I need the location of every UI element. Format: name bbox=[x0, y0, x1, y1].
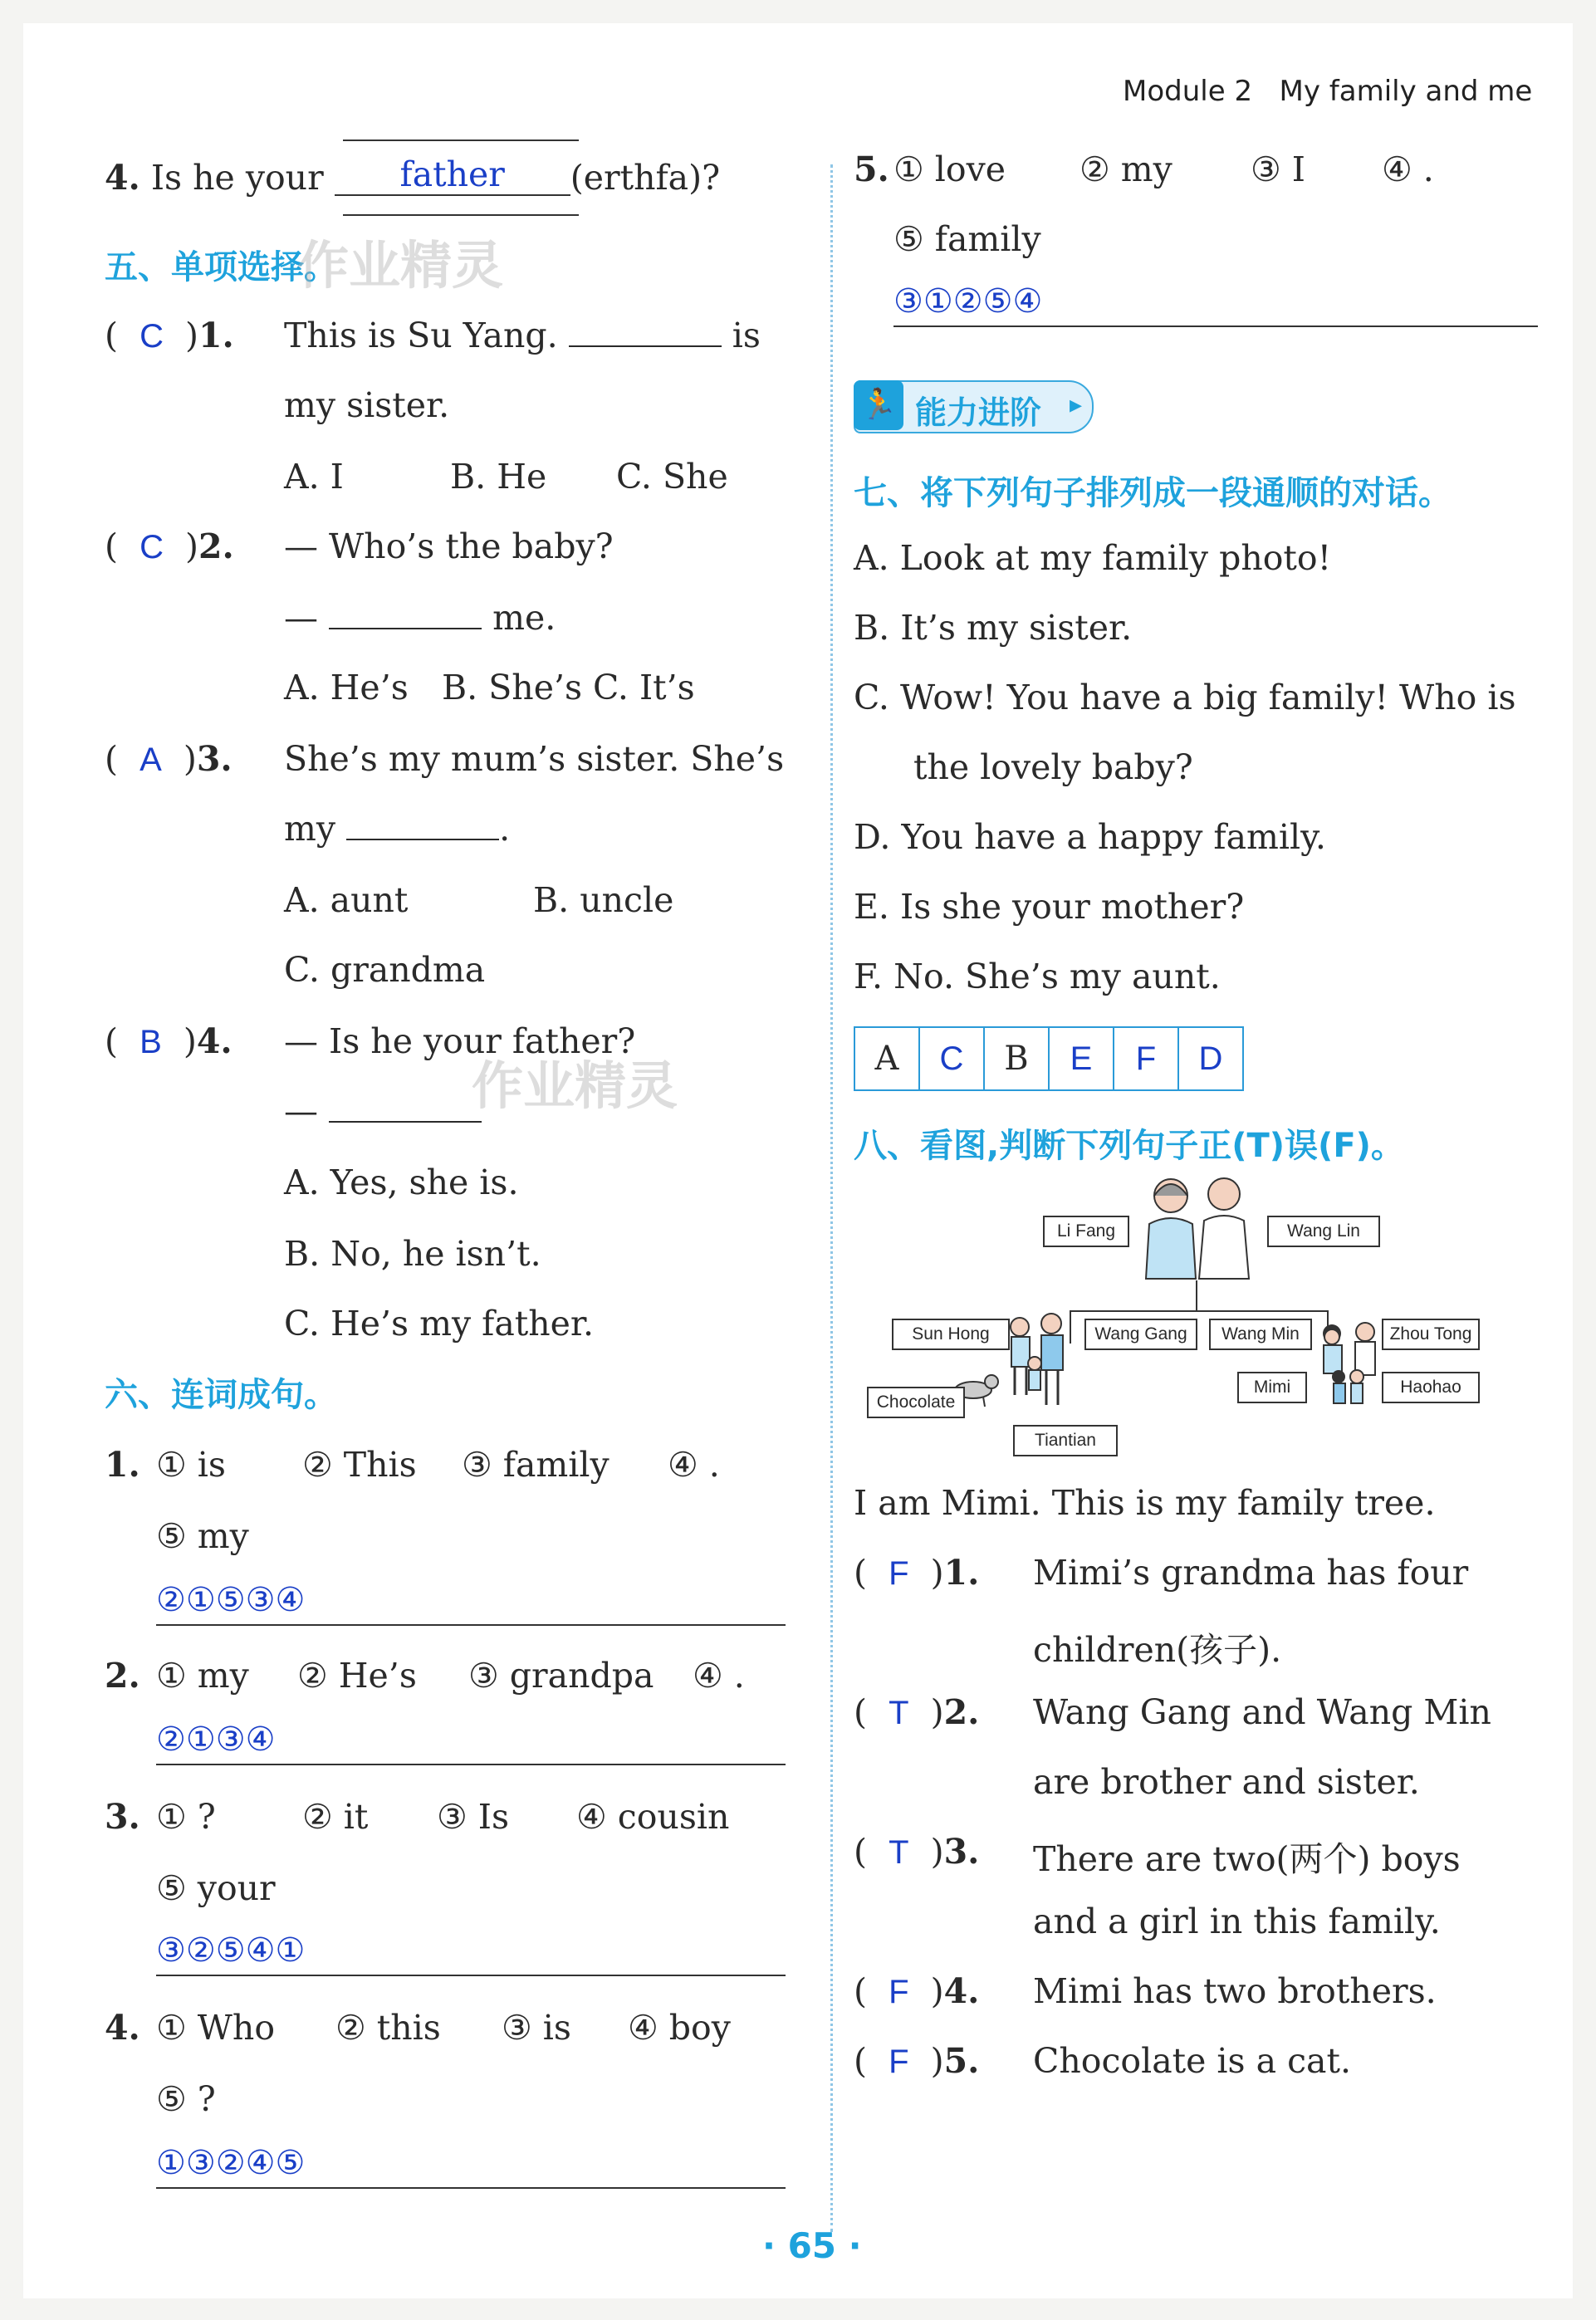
module-title: My family and me bbox=[1279, 75, 1533, 108]
option-c: C. She bbox=[616, 457, 728, 497]
word-order-question-4: 4. bbox=[105, 2008, 140, 2048]
question-number: 2. bbox=[198, 526, 234, 566]
word-order-answer: ③②⑤④① bbox=[156, 1932, 306, 1969]
question-number: 1. bbox=[198, 316, 234, 355]
question-hint: (erthfa)? bbox=[570, 158, 721, 198]
option-a: A. Yes, she is. bbox=[284, 1162, 519, 1202]
word: ① is bbox=[156, 1445, 226, 1485]
watermark: 作业精灵 bbox=[297, 235, 504, 296]
order-cell: D bbox=[1178, 1027, 1243, 1090]
word-order-question-2: 2. bbox=[105, 1656, 140, 1696]
word: ③ I bbox=[1251, 149, 1305, 189]
tf-question-2: ( T )2. bbox=[854, 1692, 980, 1732]
word: ① my bbox=[156, 1656, 249, 1696]
tf-statement-cont: and a girl in this family. bbox=[1033, 1902, 1441, 1941]
tf-question-5: ( F )5. bbox=[854, 2041, 980, 2081]
tree-name-chocolate: Chocolate bbox=[867, 1387, 965, 1418]
page-header bbox=[1123, 75, 1532, 108]
question-text: This is Su Yang. is bbox=[284, 316, 761, 355]
module-label: Module 2 bbox=[1123, 75, 1253, 108]
word-order-question-5: 5. bbox=[854, 149, 889, 189]
tf-statement-cont: children(孩子). bbox=[1033, 1630, 1282, 1670]
tree-name-haohao: Haohao bbox=[1382, 1372, 1480, 1403]
word: ④ . bbox=[668, 1445, 720, 1485]
grandparents-illustration bbox=[1136, 1172, 1261, 1280]
option-c: C. grandma bbox=[284, 950, 486, 990]
answer-line bbox=[893, 325, 1538, 327]
order-cell: A bbox=[854, 1027, 919, 1090]
word: ① love bbox=[893, 149, 1006, 189]
tf-statement: There are two(两个) boys bbox=[1033, 1839, 1461, 1879]
tf-answer: T bbox=[889, 1834, 909, 1871]
word: ① ? bbox=[156, 1797, 216, 1837]
word: ③ Is bbox=[437, 1797, 510, 1837]
word: ④ boy bbox=[628, 2008, 731, 2048]
wang-min-family-illustration bbox=[1314, 1319, 1388, 1410]
dialogue-sentence-c: C. Wow! You have a big family! Who is bbox=[854, 678, 1516, 717]
ability-advance-badge bbox=[854, 380, 1094, 433]
sun-hong-family-illustration bbox=[1000, 1312, 1083, 1412]
tree-name-sun-hong: Sun Hong bbox=[892, 1319, 1010, 1350]
tf-statement-cont: are brother and sister. bbox=[1033, 1762, 1420, 1802]
question-text: — bbox=[284, 1091, 482, 1131]
section-5-heading: 五、单项选择。 bbox=[105, 248, 337, 286]
workbook-page bbox=[23, 23, 1573, 2298]
word: ⑤ your bbox=[156, 1868, 276, 1908]
badge-label: 能力进阶 bbox=[915, 394, 1042, 431]
mc-question-1: ( C )1. bbox=[105, 316, 234, 355]
tree-name-zhou-tong: Zhou Tong bbox=[1382, 1319, 1480, 1350]
question-text: my . bbox=[284, 809, 511, 849]
tf-statement: Mimi has two brothers. bbox=[1033, 1971, 1437, 2011]
word: ② This bbox=[302, 1445, 417, 1485]
word: ③ family bbox=[462, 1445, 610, 1485]
tree-name-mimi: Mimi bbox=[1237, 1372, 1307, 1403]
dialogue-sentence-d: D. You have a happy family. bbox=[854, 817, 1326, 857]
mc-answer: A bbox=[140, 742, 162, 778]
question-number: 4. bbox=[196, 1021, 233, 1061]
mc-question-4: ( B )4. bbox=[105, 1021, 233, 1061]
tree-name-wang-lin: Wang Lin bbox=[1267, 1216, 1380, 1247]
word-order-answer: ③①②⑤④ bbox=[893, 283, 1043, 320]
word: ⑤ my bbox=[156, 1516, 249, 1556]
answer-line bbox=[156, 1975, 786, 1976]
column-divider bbox=[830, 164, 833, 2232]
question-number: 3. bbox=[196, 739, 233, 779]
option-b: B. No, he isn’t. bbox=[284, 1234, 541, 1274]
answer-line bbox=[156, 1764, 786, 1765]
tf-answer: F bbox=[889, 1974, 909, 2010]
word: ④ . bbox=[1382, 149, 1434, 189]
tree-name-tiantian: Tiantian bbox=[1013, 1425, 1118, 1456]
watermark: 作业精灵 bbox=[472, 1055, 678, 1116]
mc-answer: B bbox=[140, 1024, 162, 1060]
word: ③ is bbox=[502, 2008, 571, 2048]
arrow-right-icon: ▸ bbox=[1069, 390, 1082, 419]
word-order-answer: ②①③④ bbox=[156, 1721, 276, 1758]
word: ③ grandpa bbox=[468, 1656, 654, 1696]
filled-answer: father bbox=[335, 154, 570, 196]
answer-line bbox=[156, 2187, 786, 2189]
word-order-question-3: 3. bbox=[105, 1797, 140, 1837]
tf-answer: F bbox=[889, 1555, 909, 1592]
word-order-answer: ①③②④⑤ bbox=[156, 2145, 306, 2181]
tf-question-3: ( T )3. bbox=[854, 1832, 980, 1872]
running-person-icon: 🏃 bbox=[854, 380, 903, 430]
word: ④ . bbox=[693, 1656, 745, 1696]
guide-line-top bbox=[343, 139, 579, 141]
word-order-answer: ②①⑤③④ bbox=[156, 1582, 306, 1618]
tf-answer: T bbox=[889, 1695, 909, 1731]
word: ② He’s bbox=[297, 1656, 417, 1696]
order-answer-table bbox=[854, 1026, 1244, 1091]
tree-name-li-fang: Li Fang bbox=[1043, 1216, 1129, 1247]
section-6-heading: 六、连词成句。 bbox=[105, 1376, 337, 1414]
order-cell: C bbox=[919, 1027, 984, 1090]
dialogue-sentence-a: A. Look at my family photo! bbox=[854, 538, 1332, 578]
question-text: She’s my mum’s sister. She’s bbox=[284, 739, 785, 779]
section-7-heading: 七、将下列句子排列成一段通顺的对话。 bbox=[854, 474, 1452, 512]
dialogue-sentence-e: E. Is she your mother? bbox=[854, 887, 1245, 927]
word: ① Who bbox=[156, 2008, 276, 2048]
answer-line bbox=[156, 1624, 786, 1626]
question-number: 4. bbox=[105, 158, 140, 198]
page-number: · 65 · bbox=[762, 2225, 862, 2266]
family-tree-intro: I am Mimi. This is my family tree. bbox=[854, 1483, 1436, 1523]
word: ② my bbox=[1080, 149, 1173, 189]
word: ② it bbox=[302, 1797, 369, 1837]
option-a: A. aunt bbox=[284, 880, 409, 920]
tf-statement: Mimi’s grandma has four bbox=[1033, 1553, 1469, 1593]
tree-name-wang-gang: Wang Gang bbox=[1084, 1319, 1197, 1350]
option-b: B. uncle bbox=[533, 880, 674, 920]
guide-line-bottom bbox=[343, 214, 579, 216]
option-b: B. He bbox=[450, 457, 547, 497]
option-c: C. He’s my father. bbox=[284, 1304, 595, 1344]
spelling-question-4 bbox=[105, 154, 721, 199]
order-cell: B bbox=[984, 1027, 1049, 1090]
mc-answer: C bbox=[140, 529, 164, 565]
word: ⑤ ? bbox=[156, 2079, 216, 2119]
mc-question-2: ( C )2. bbox=[105, 526, 234, 566]
tf-question-4: ( F )4. bbox=[854, 1971, 980, 2011]
mc-answer: C bbox=[140, 318, 164, 355]
question-text: — me. bbox=[284, 598, 556, 638]
order-cell: E bbox=[1049, 1027, 1114, 1090]
tree-name-wang-min: Wang Min bbox=[1209, 1319, 1312, 1350]
option-c: C. It’s bbox=[593, 668, 695, 707]
order-cell: F bbox=[1114, 1027, 1178, 1090]
dialogue-sentence-b: B. It’s my sister. bbox=[854, 608, 1133, 648]
dialogue-sentence-c-cont: the lovely baby? bbox=[913, 747, 1193, 787]
question-text: — Who’s the baby? bbox=[284, 526, 614, 566]
word-order-question-1: 1. bbox=[105, 1445, 140, 1485]
question-text: — Is he your father? bbox=[284, 1021, 636, 1061]
question-text: Is he your bbox=[150, 158, 324, 198]
option-b: B. She’s bbox=[442, 668, 583, 707]
section-8-heading: 八、看图,判断下列句子正(T)误(F)。 bbox=[854, 1127, 1404, 1165]
word: ⑤ family bbox=[893, 219, 1041, 259]
tf-answer: F bbox=[889, 2043, 909, 2080]
word: ② this bbox=[335, 2008, 441, 2048]
tf-question-1: ( F )1. bbox=[854, 1553, 980, 1593]
word: ④ cousin bbox=[576, 1797, 730, 1837]
tf-statement: Chocolate is a cat. bbox=[1033, 2041, 1352, 2081]
dialogue-sentence-f: F. No. She’s my aunt. bbox=[854, 957, 1221, 996]
question-text: my sister. bbox=[284, 385, 450, 425]
option-a: A. He’s bbox=[284, 668, 409, 707]
mc-question-3: ( A )3. bbox=[105, 739, 233, 779]
tf-statement: Wang Gang and Wang Min bbox=[1033, 1692, 1491, 1732]
option-a: A. I bbox=[284, 457, 344, 497]
